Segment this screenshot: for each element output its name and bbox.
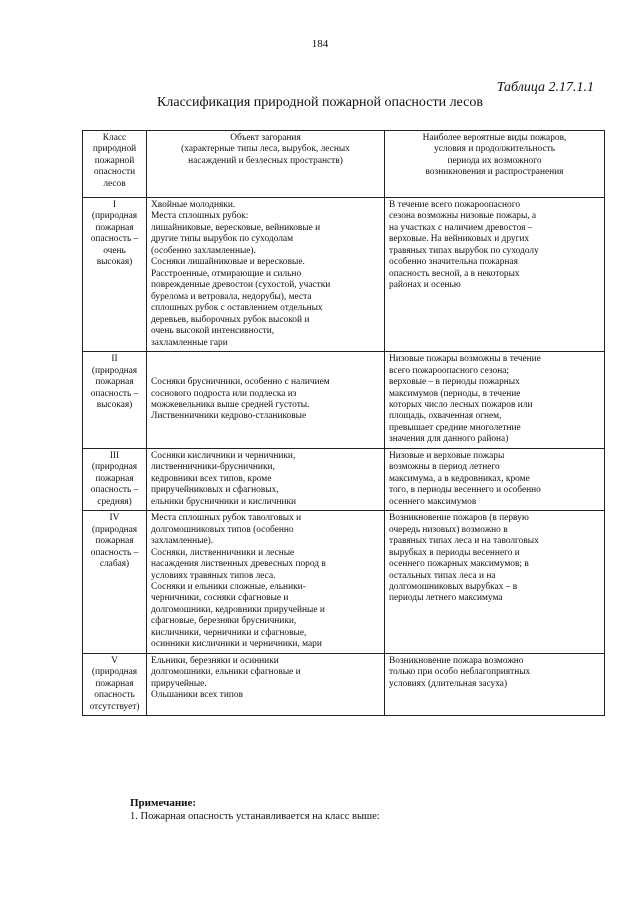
text-line: площадь, охваченная огнем, — [389, 411, 502, 422]
fire-hazard-table — [82, 130, 605, 716]
text-line: только при особо неблагоприятных — [389, 667, 531, 678]
object-cell — [147, 653, 385, 715]
table-title: Классификация природной пожарной опасности лесов — [157, 95, 483, 110]
text-line: кисличники, черничники и сфагновые, — [151, 627, 307, 638]
text-line: высокая) — [96, 399, 133, 410]
fires-cell — [385, 448, 605, 510]
class-cell — [83, 352, 147, 449]
table-header-row — [83, 131, 605, 198]
table-row — [83, 511, 605, 654]
text-line: районах и осенью — [389, 280, 461, 291]
text-line: можжевельника выше средней густоты. — [151, 399, 310, 410]
text-line: верховые – в периоды пожарных — [389, 377, 520, 388]
table-row — [83, 448, 605, 510]
table-row — [83, 352, 605, 449]
text-line: Объект загорания — [230, 133, 301, 143]
text-line: I — [112, 200, 117, 210]
text-line: опасность – — [90, 234, 139, 245]
text-line: сфагновые, березняки брусничники, — [151, 616, 297, 627]
text-line: (характерные типы леса, вырубок, лесных — [181, 144, 350, 155]
text-line: деревьев, выборочных рубок высокой и — [151, 314, 310, 325]
text-line: Сосняки и ельники сложные, ельники- — [151, 582, 306, 592]
text-line: вырубках в периоды весеннего и — [389, 547, 520, 558]
page-number: 184 — [311, 38, 329, 50]
text-line: соснового подроста или подлеска из — [151, 388, 297, 399]
text-line: Ольшаники всех типов — [151, 690, 244, 701]
fires-cell — [385, 511, 605, 654]
class-cell — [83, 198, 147, 352]
text-line: того, в периоды весеннего и особенно — [389, 485, 541, 496]
text-line: Места сплошных рубок: — [151, 211, 249, 222]
header-class — [83, 131, 147, 198]
text-line: опасность — [94, 690, 135, 701]
text-line: лишайниковые, вересковые, вейниковые и — [151, 222, 321, 233]
text-line: высокая) — [96, 257, 133, 268]
text-line: ельники брусничники и кисличники — [151, 496, 297, 507]
text-line: II — [111, 354, 118, 365]
text-line: природной — [92, 144, 137, 155]
text-line: очередь низовых) возможно в — [389, 524, 508, 535]
text-line: пожарная — [95, 473, 134, 484]
text-line: V — [111, 655, 118, 666]
text-line: захламленные). — [151, 536, 214, 547]
text-line: травяных типах леса и на таволговых — [389, 536, 539, 547]
text-line: Наиболее вероятные виды пожаров, — [422, 133, 567, 143]
text-line: Лиственничники кедрово-стланиковые — [151, 411, 307, 422]
header-object — [147, 131, 385, 198]
text-line: остальных типах леса и на — [389, 570, 496, 581]
text-line: поврежденные древостои (сухостой, участки — [151, 280, 331, 291]
text-line: периода их возможного — [447, 155, 542, 166]
class-cell — [83, 511, 147, 654]
text-line: Сосняки, лиственничники и лесные — [151, 547, 295, 558]
note-heading: Примечание: — [130, 797, 197, 809]
text-line: (природная — [91, 211, 138, 222]
fires-cell — [385, 352, 605, 449]
text-line: особенно значительна пожарная — [389, 257, 518, 268]
text-line: травяных типах вырубок по суходолу — [389, 245, 539, 256]
text-line: В течение всего пожароопасного — [389, 200, 521, 210]
text-line: пожарная — [95, 536, 134, 547]
text-line: на участках с наличием древостоя – — [389, 222, 533, 233]
text-line: возникновения и распространения — [425, 167, 564, 178]
text-line: насаждения лиственных древесных пород в — [151, 559, 326, 570]
table-label: Таблица 2.17.1.1 — [496, 80, 594, 95]
text-line: условиях травяных типов леса. — [151, 570, 276, 581]
text-line: возможны в период летнего — [389, 462, 500, 473]
text-line: превышает средние многолетние — [389, 422, 521, 433]
text-line: IV — [109, 513, 120, 524]
text-line: Сосняки кисличники и черничники, — [151, 450, 296, 461]
header-fires — [385, 131, 605, 198]
text-line: сезона возможны низовые пожары, а — [389, 211, 537, 222]
text-line: пожарной — [94, 155, 135, 166]
text-line: лесов — [103, 178, 126, 189]
text-line: слабая) — [99, 559, 130, 570]
text-line: опасность – — [90, 547, 139, 558]
text-line: (природная — [91, 365, 138, 376]
text-line: опасность – — [90, 485, 139, 496]
note-item: 1. Пожарная опасность устанавливается на класс выше: — [130, 811, 380, 822]
text-line: долгомошники, ельники сфагновые и — [151, 667, 301, 678]
text-line: значения для данного района) — [389, 434, 509, 445]
text-line: максимума, а в кедровниках, кроме — [389, 473, 530, 484]
text-line: долгомошниковых типов (особенно — [151, 524, 294, 535]
object-cell — [147, 352, 385, 449]
text-line: III — [109, 450, 120, 461]
text-line: (природная — [91, 667, 138, 678]
table-row — [83, 198, 605, 352]
text-line: (природная — [91, 462, 138, 473]
text-line: Сосняки лишайниковые и вересковые. — [151, 257, 305, 268]
text-line: Места сплошных рубок таволговых и — [151, 513, 302, 524]
text-line: Возникновение пожара возможно — [389, 655, 524, 666]
fires-cell — [385, 198, 605, 352]
text-line: осеннего максимумов — [389, 496, 477, 507]
fires-cell — [385, 653, 605, 715]
text-line: черничники, сосняки сфагновые и — [151, 593, 289, 604]
text-line: сплошных рубок с оставлением отдельных — [151, 303, 323, 314]
text-line: Низовые пожары возможны в течение — [389, 354, 541, 365]
text-line: очень — [103, 245, 126, 256]
text-line: захламленные гари — [151, 337, 228, 348]
text-line: которых число лесных пожаров или — [389, 399, 533, 410]
text-line: (природная — [91, 524, 138, 535]
text-line: осеннего пожарных максимумов; в — [389, 559, 529, 570]
class-cell — [83, 448, 147, 510]
text-line: опасность – — [90, 388, 139, 399]
text-line: максимумов (периоды, в течение — [389, 388, 521, 399]
text-line: Расстроенные, отмирающие и сильно — [151, 268, 302, 279]
object-cell — [147, 448, 385, 510]
text-line: опасность весной, а в некоторых — [389, 268, 520, 279]
text-line: пожарная — [95, 222, 134, 233]
text-line: опасности — [93, 167, 136, 178]
class-cell — [83, 653, 147, 715]
text-line: условия и продолжительность — [434, 144, 555, 155]
text-line: приручейные. — [151, 678, 207, 689]
text-line: кедровники всех типов, кроме — [151, 473, 272, 484]
text-line: приручейниковых и сфагновых, — [151, 485, 279, 496]
text-line: другие типы вырубок по суходолам — [151, 234, 293, 245]
text-line: средняя) — [97, 496, 132, 507]
text-line: Низовые и верховые пожары — [389, 450, 505, 461]
text-line: Ельники, березняки и осинники — [151, 655, 279, 666]
object-cell — [147, 198, 385, 352]
text-line: долгомошниковых вырубках – в — [389, 582, 518, 592]
text-line: долгомошники, кедровники приручейные и — [151, 604, 325, 615]
text-line: верховые. На вейниковых и других — [389, 234, 530, 245]
table-row — [83, 653, 605, 715]
text-line: насаждений и безлесных пространств) — [188, 155, 343, 166]
text-line: лиственничники-брусничники, — [151, 462, 275, 473]
text-line: осинники кисличники и черничники, мари — [151, 639, 322, 650]
text-line: всего пожароопасного сезона; — [389, 365, 509, 376]
text-line: периоды летнего максимума — [389, 593, 503, 604]
object-cell — [147, 511, 385, 654]
text-line: Возникновение пожаров (в первую — [389, 513, 529, 524]
text-line: условиях (длительная засуха) — [389, 678, 508, 689]
text-line: пожарная — [95, 678, 134, 689]
text-line: Класс — [102, 133, 127, 143]
text-line: (особенно захламленные). — [151, 245, 256, 256]
text-line: Сосняки брусничники, особенно с наличием — [151, 377, 330, 388]
text-line: пожарная — [95, 377, 134, 388]
text-line: Хвойные молодняки. — [151, 200, 236, 210]
text-line: бурелома и ветровала, недорубы), места — [151, 291, 312, 302]
text-line: отсутствует) — [89, 701, 140, 712]
text-line: очень высокой интенсивности, — [151, 326, 275, 337]
